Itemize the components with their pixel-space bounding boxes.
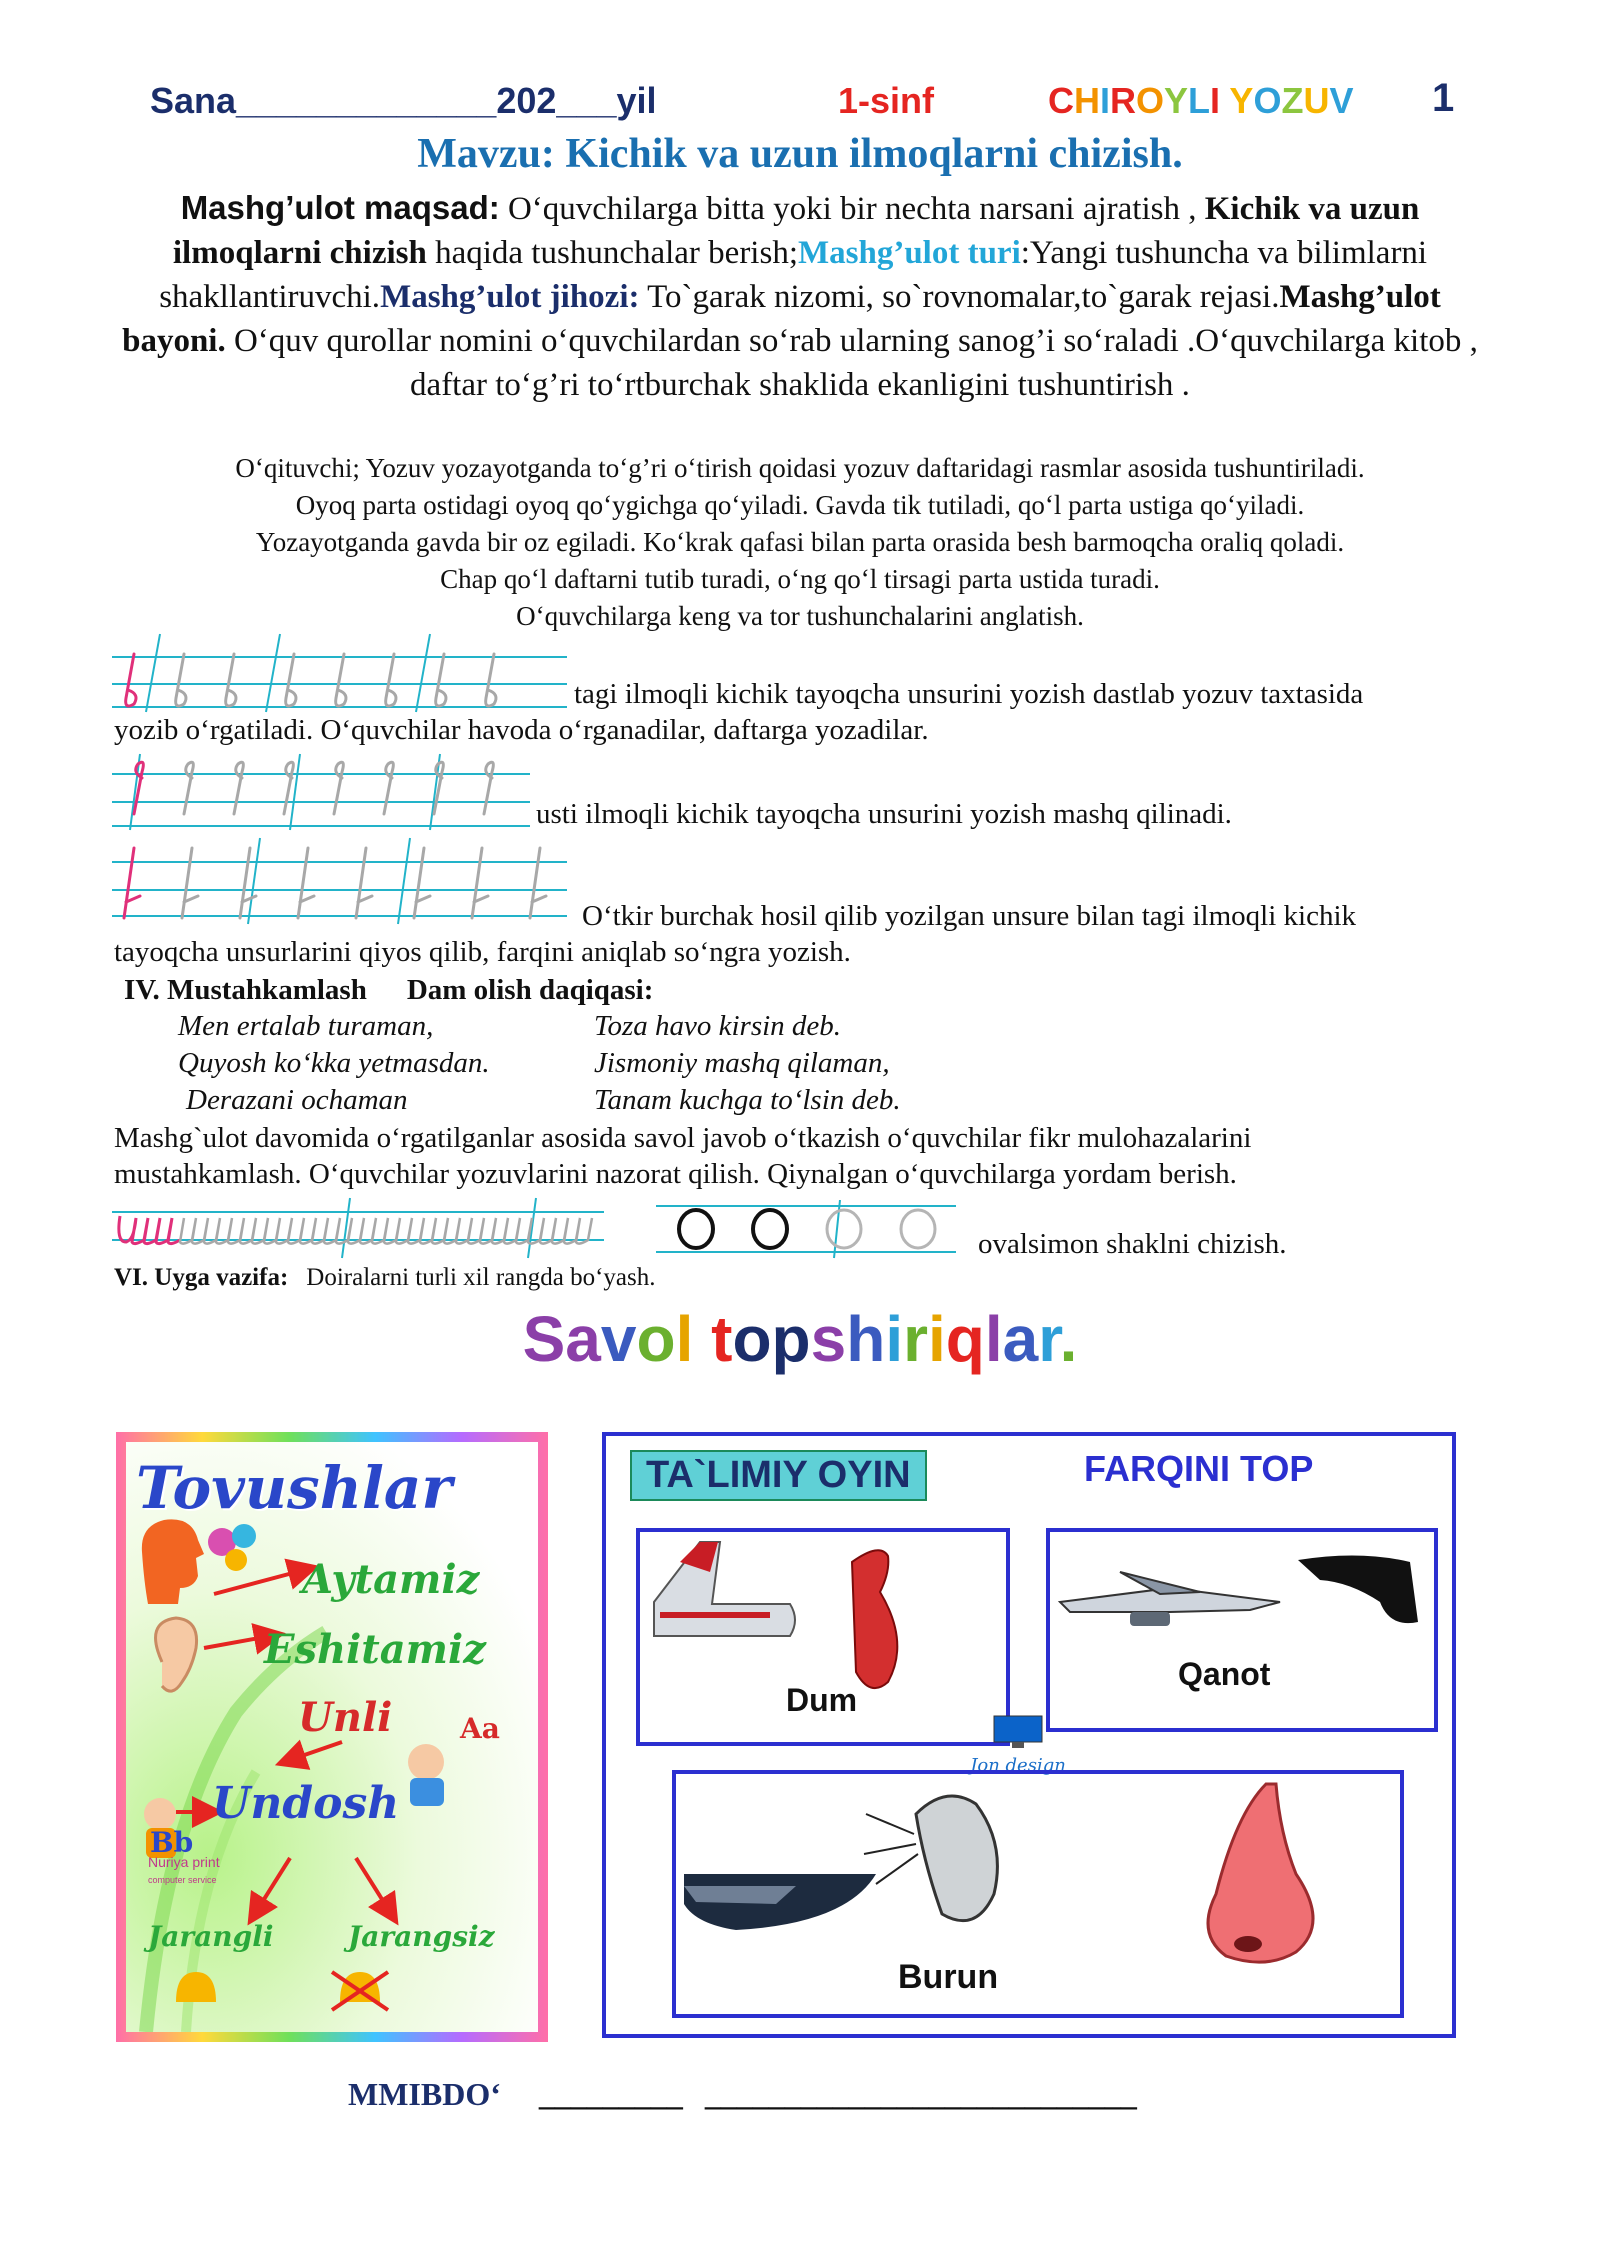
- year-line: ___: [556, 80, 617, 121]
- card-qanot: [1046, 1528, 1438, 1732]
- subject-letter: Y: [1229, 80, 1254, 121]
- tasks-heading-letter: S: [522, 1303, 566, 1375]
- exercise-2-text: usti ilmoqli kichik tayoqcha unsurini yozish mashq qilinadi.: [536, 798, 1232, 830]
- exercise-3-text: O‘tkir burchak hosil qilib yozilgan unsure bilan tagi ilmoqli kichik: [582, 900, 1357, 932]
- monitor-icon: [992, 1714, 1044, 1750]
- card-dum: [636, 1528, 1010, 1746]
- game-subtitle: FARQINI TOP: [1084, 1448, 1314, 1489]
- footer-label: MMIBDO‘: [348, 2076, 501, 2112]
- subject-letter: R: [1110, 80, 1137, 121]
- turi-label: Mashg’ulot turi: [797, 235, 1021, 271]
- tasks-heading-letter: o: [636, 1303, 676, 1375]
- poem-right: Toza havo kirsin deb. Jismoniy mashq qilaman, Tanam kuchga to‘lsin deb.: [594, 1010, 901, 1116]
- tasks-heading-letter: s: [810, 1303, 847, 1375]
- bayoni-label: Mashg’ulot bayoni.: [122, 279, 1441, 359]
- grade-label: 1-sinf: [838, 80, 935, 121]
- poem-left: Men ertalab turaman, Quyosh ko‘kka yetmasdan. Derazani ochaman: [178, 1010, 490, 1116]
- tasks-heading-letter: .: [1059, 1303, 1078, 1375]
- handwriting-sample-zigzag: [112, 1196, 606, 1260]
- card-label-burun: Burun: [898, 1958, 999, 1996]
- speaking-head-icon: [142, 1519, 204, 1604]
- tasks-heading-letter: r: [903, 1303, 928, 1375]
- footer-signature: MMIBDO‘ _________ ___________________________: [348, 2076, 1137, 2112]
- subject-letter: I: [1210, 80, 1221, 121]
- poster-jarangsiz: Jarangsiz: [348, 1920, 495, 1953]
- poster-bb: Bb: [150, 1826, 194, 1859]
- tasks-heading-letter: h: [846, 1303, 886, 1375]
- card-label-dum: Dum: [786, 1682, 858, 1718]
- maqsad-label: Mashg’ulot maqsad:: [180, 189, 500, 226]
- tasks-heading-letter: o: [732, 1303, 772, 1375]
- subject-letter: L: [1188, 80, 1211, 121]
- poster-title: Tovushlar: [136, 1454, 453, 1522]
- subject-letter: Z: [1281, 80, 1304, 121]
- ear-icon: [156, 1618, 197, 1691]
- subject-title: [1048, 80, 1353, 122]
- subject-letter: I: [1100, 80, 1111, 121]
- tasks-heading-letter: q: [945, 1303, 985, 1375]
- tasks-heading: [0, 1302, 1600, 1376]
- tasks-heading-letter: t: [711, 1303, 733, 1375]
- game-panel: [602, 1432, 1456, 2038]
- bell-crossed-icon: [340, 1972, 380, 2002]
- design-logo: Jon design: [968, 1714, 1068, 1776]
- summary-line-2: mustahkamlash. O‘quvchilar yozuvlarini nazorat qilish. Qiynalgan o‘quvchilarga yordam berish.: [114, 1158, 1237, 1190]
- summary-line-1: Mashg`ulot davomida o‘rgatilganlar asosida savol javob o‘tkazish o‘quvchilar fikr mulohazalarini: [114, 1122, 1252, 1154]
- poster-undosh: Undosh: [212, 1778, 400, 1829]
- poster-unli: Unli: [298, 1694, 393, 1741]
- tasks-heading-letter: l: [675, 1303, 694, 1375]
- lesson-intro: Mashg’ulot maqsad: O‘quvchilarga bitta yoki bir nechta narsani ajratish , Kichik va uzun ilmoqlarni chizish haqida tushunchalar berish;Mashg’ulot turi:Yangi tushuncha va bilimlarni shakllantiruvchi.Mashg’ulot jihozi: To`garak nizomi, so`rovnomalar,to`garak rejasi.Mashg’ulot bayoni. O‘quv qurollar nomini o‘quvchilardan so‘rab ularning sanog’i so‘raladi .O‘quvchilarga kitob , daftar to‘g’ri to‘rtburchak shaklida ekanligini tushuntirish .: [122, 189, 1478, 403]
- subject-letter: C: [1048, 80, 1074, 121]
- poster-eshitamiz: Eshitamiz: [264, 1626, 486, 1673]
- child-icon: [408, 1744, 444, 1780]
- handwriting-sample-sharp-angle: [112, 836, 572, 926]
- tasks-heading-letter: r: [1038, 1303, 1060, 1375]
- teacher-instructions: O‘qituvchi; Yozuv yozayotganda to‘g’ri o‘tirish qoidasi yozuv daftaridagi rasmlar asosida tushuntiriladi. Oyoq parta ostidagi oyoq qo‘ygichga qo‘yiladi. Gavda tik tutiladi, qo‘l parta ustiga qo‘yiladi. Yozayotganda gavda bir oz egiladi. Ko‘krak qafasi bilan parta orasida besh barmoqcha oraliq qoladi. Chap qo‘l daftarni tutib turadi, o‘ng qo‘l tirsagi parta ustida turadi. O‘quvchilarga keng va tor tushunchalarini anglatish.: [235, 453, 1365, 631]
- homework: [114, 1264, 656, 1292]
- poster-print-logo: Nuriya print computer service: [148, 1854, 220, 1885]
- subject-letter: H: [1074, 80, 1100, 121]
- subject-letter: U: [1303, 80, 1330, 121]
- homework-label: VI. Uyga vazifa:: [114, 1264, 289, 1291]
- tasks-heading-letter: i: [885, 1303, 904, 1375]
- subject-letter: O: [1136, 80, 1165, 121]
- game-title: TA`LIMIY OYIN: [630, 1450, 927, 1501]
- subject-letter: Y: [1164, 80, 1189, 121]
- date-label: Sana_____________202___yil: [150, 80, 657, 121]
- bell-icon: [176, 1972, 216, 2002]
- tasks-heading-letter: a: [565, 1303, 601, 1375]
- date-line: _____________: [236, 80, 497, 121]
- plane-nose-and-nose-picture: [676, 1774, 1394, 2006]
- handwriting-sample-upper-loop: [112, 752, 532, 832]
- poster-aa: Aa: [460, 1712, 500, 1745]
- lesson-title: Mavzu: Kichik va uzun ilmoqlarni chizish.: [417, 131, 1183, 177]
- subject-letter: V: [1329, 80, 1354, 121]
- section-heading: IV. Mustahkamlash Dam olish daqiqasi:: [124, 974, 654, 1006]
- tasks-heading-letter: p: [771, 1303, 811, 1375]
- homework-text: Doiralarni turli xil rangda bo‘yash.: [306, 1264, 656, 1291]
- exercise-1-text: tagi ilmoqli kichik tayoqcha unsurini yozish dastlab yozuv taxtasida: [574, 678, 1364, 710]
- page-number: 1: [1432, 76, 1455, 120]
- card-label-qanot: Qanot: [1178, 1656, 1271, 1692]
- poster-aytamiz: Aytamiz: [302, 1556, 480, 1603]
- poster-jarangli: Jarangli: [148, 1920, 274, 1953]
- handwriting-sample-lower-loop: [112, 632, 572, 717]
- card-burun: [672, 1770, 1404, 2018]
- exercise-3-text-cont: tayoqcha unsurlarini qiyos qilib, farqini aniqlab so‘ngra yozish.: [114, 936, 851, 968]
- exercise-1-text-cont: yozib o‘rgatiladi. O‘quvchilar havoda o‘rganadilar, daftarga yozadilar.: [114, 714, 929, 746]
- tasks-heading-letter: [693, 1303, 711, 1375]
- sounds-poster: [116, 1432, 548, 2042]
- tasks-heading-letter: v: [600, 1303, 637, 1375]
- jihozi-label: Mashg’ulot jihozi:: [380, 279, 640, 315]
- oval-caption: ovalsimon shaklni chizish.: [978, 1228, 1287, 1260]
- tasks-heading-letter: a: [1002, 1303, 1039, 1375]
- tasks-heading-letter: i: [928, 1303, 946, 1375]
- tasks-heading-letter: l: [984, 1303, 1003, 1375]
- oval-drawing-sample: [656, 1200, 960, 1260]
- subject-letter: O: [1253, 80, 1282, 121]
